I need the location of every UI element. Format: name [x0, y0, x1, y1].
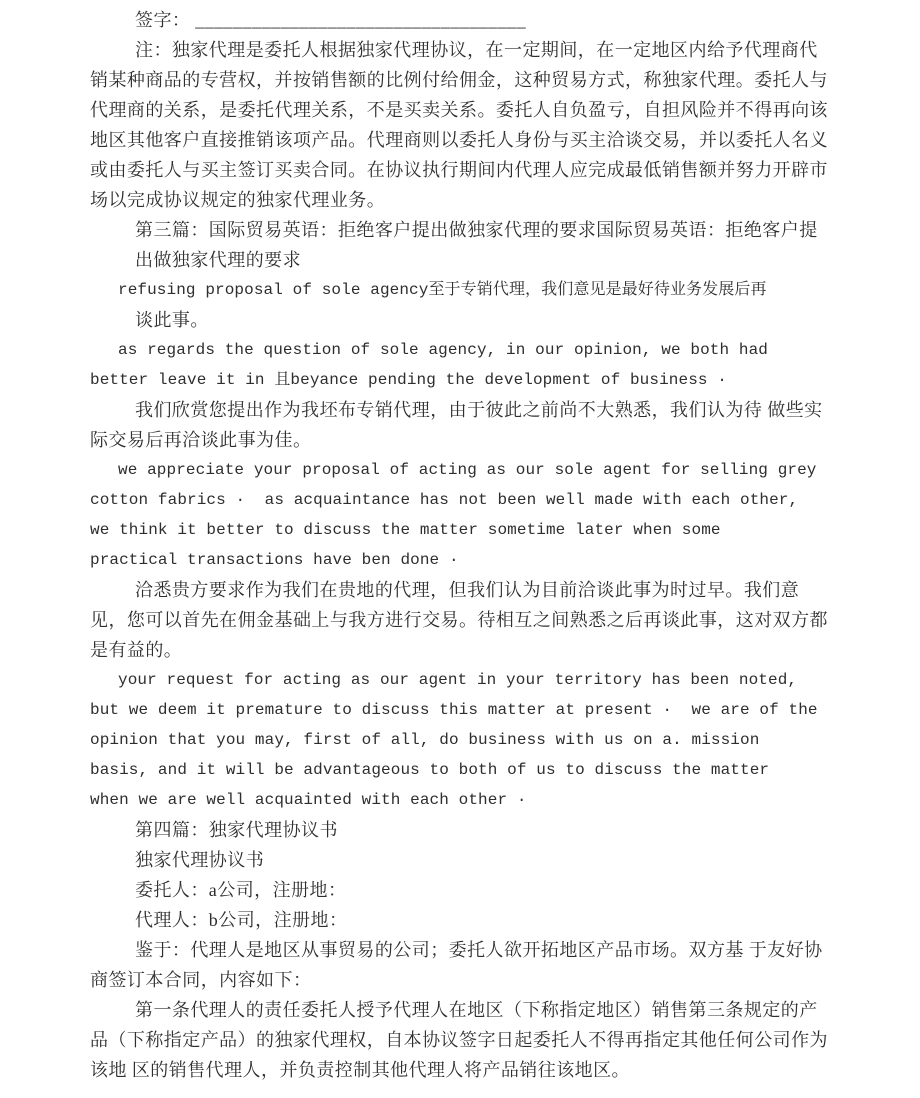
text-line: 我们欣赏您提出作为我坯布专销代理，由于彼此之前尚不大熟悉，我们认为待 做些实	[135, 400, 823, 420]
text-line: 第三篇：国际贸易英语：拒绝客户提出做独家代理的要求国际贸易英语：拒绝客户提	[135, 220, 818, 240]
text-line: better leave it in 且beyance pending the development of business ·	[90, 371, 727, 389]
text-line: 谈此事。	[135, 310, 209, 330]
text-line: 场以完成协议规定的独家代理业务。	[90, 190, 386, 210]
text-line: as regards the question of sole agency, in our opinion, we both had	[118, 341, 769, 359]
text-line: we think it better to discuss the matter sometime later when some	[90, 521, 721, 539]
text-line: 代理人：b公司，注册地：	[135, 910, 348, 930]
text-line: 品（下称指定产品）的独家代理权，自本协议签字日起委托人不得再指定其他任何公司作为	[90, 1030, 828, 1050]
text-line: 是有益的。	[90, 640, 183, 660]
text-line: basis, and it will be advantageous to both of us to discuss the matter	[90, 761, 770, 779]
text-line: 销某种商品的专营权，并按销售额的比例付给佣金，这种贸易方式，称独家代理。委托人与	[90, 70, 828, 90]
text-line: 出做独家代理的要求	[135, 250, 302, 270]
text-line: refusing proposal of sole agency至于专销代理，我们意见是最好待业务发展后再	[118, 281, 767, 299]
text-line: your request for acting as our agent in your territory has been noted,	[118, 671, 798, 689]
text-line: 地区其他客户直接推销该项产品。代理商则以委托人身份与买主洽谈交易，并以委托人名义	[90, 130, 828, 150]
text-line: but we deem it premature to discuss this matter at present · we are of the	[90, 701, 818, 719]
text-line: 注：独家代理是委托人根据独家代理协议，在一定期间，在一定地区内给予代理商代	[135, 40, 818, 60]
text-line: 该地 区的销售代理人，并负责控制其他代理人将产品销往该地区。	[90, 1060, 630, 1080]
text-line: 第四篇：独家代理协议书	[135, 820, 338, 840]
text-line: we appreciate your proposal of acting as our sole agent for selling grey	[118, 461, 817, 479]
text-line: 见，您可以首先在佣金基础上与我方进行交易。待相互之间熟悉之后再谈此事，这对双方都	[90, 610, 828, 630]
text-line: when we are well acquainted with each other ·	[90, 791, 527, 809]
text-line: 鉴于：代理人是地区从事贸易的公司；委托人欲开拓地区产品市场。双方基 于友好协	[135, 940, 823, 960]
document-body	[90, 5, 830, 1085]
text-line: practical transactions have ben done ·	[90, 551, 459, 569]
text-line: 际交易后再洽谈此事为佳。	[90, 430, 312, 450]
text-line: 代理商的关系，是委托代理关系，不是买卖关系。委托人自负盈亏，自担风险并不得再向该	[90, 100, 828, 120]
text-line: 第一条代理人的责任委托人授予代理人在地区（下称指定地区）销售第三条规定的产	[135, 1000, 818, 1020]
text-line: 签字： ___________________________________	[135, 10, 527, 30]
text-line: cotton fabrics · as acquaintance has not been well made with each other,	[90, 491, 799, 509]
text-line: 独家代理协议书	[135, 850, 265, 870]
text-line: 或由委托人与买主签订买卖合同。在协议执行期间内代理人应完成最低销售额并努力开辟市	[90, 160, 828, 180]
text-line: 洽悉贵方要求作为我们在贵地的代理，但我们认为目前洽谈此事为时过早。我们意	[135, 580, 800, 600]
text-line: 委托人：a公司，注册地：	[135, 880, 347, 900]
text-line: opinion that you may, first of all, do business with us on a. mission	[90, 731, 760, 749]
text-line: 商签订本合同，内容如下：	[90, 970, 312, 990]
